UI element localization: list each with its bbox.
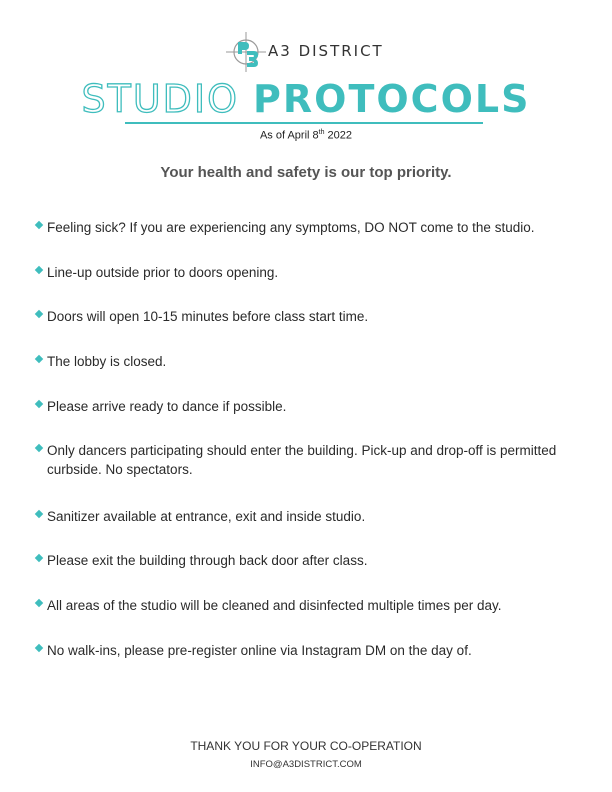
footer-thanks: THANK YOU FOR YOUR CO-OPERATION [190, 739, 422, 753]
as-of-year: 2022 [324, 129, 353, 142]
protocol-text: Only dancers participating should enter the building. Pick-up and drop-off is permitted curbside. No spectators. [47, 443, 557, 477]
brand-logo [224, 30, 414, 74]
protocol-item [36, 551, 581, 570]
as-of-prefix: As of April 8 [259, 129, 319, 142]
protocol-text: No walk-ins, please pre-register online via Instagram DM on the day of. [47, 643, 472, 658]
protocol-text: The lobby is closed. [47, 354, 167, 369]
as-of-date [0, 129, 612, 142]
protocol-item [36, 596, 581, 615]
protocol-item [36, 441, 581, 479]
protocol-item [36, 507, 581, 526]
protocol-item [36, 641, 581, 660]
a3-district-logo-icon [224, 30, 268, 74]
protocol-text: Please arrive ready to dance if possible. [47, 399, 287, 414]
title-underline [125, 122, 483, 124]
protocol-item [36, 263, 581, 282]
protocol-item [36, 218, 581, 237]
protocol-text: Line-up outside prior to doors opening. [47, 265, 279, 280]
protocol-text: Doors will open 10-15 minutes before class start time. [47, 309, 369, 324]
page-title-bold: PROTOCOLS [253, 77, 531, 121]
footer-email: INFO@A3DISTRICT.COM [250, 759, 362, 770]
page-title-light: STUDIO [81, 77, 240, 121]
protocol-text: Please exit the building through back door after class. [47, 553, 368, 568]
protocol-item [36, 397, 581, 416]
protocol-item [36, 307, 581, 326]
protocol-text: All areas of the studio will be cleaned and disinfected multiple times per day. [47, 598, 502, 613]
brand-name: A3 DISTRICT [268, 42, 384, 60]
protocol-item [36, 352, 581, 371]
protocol-text: Sanitizer available at entrance, exit and inside studio. [47, 509, 366, 524]
protocol-text: Feeling sick? If you are experiencing any symptoms, DO NOT come to the studio. [47, 220, 535, 235]
headline: Your health and safety is our top priority. [160, 164, 452, 181]
as-of-ordinal: th [318, 129, 325, 136]
